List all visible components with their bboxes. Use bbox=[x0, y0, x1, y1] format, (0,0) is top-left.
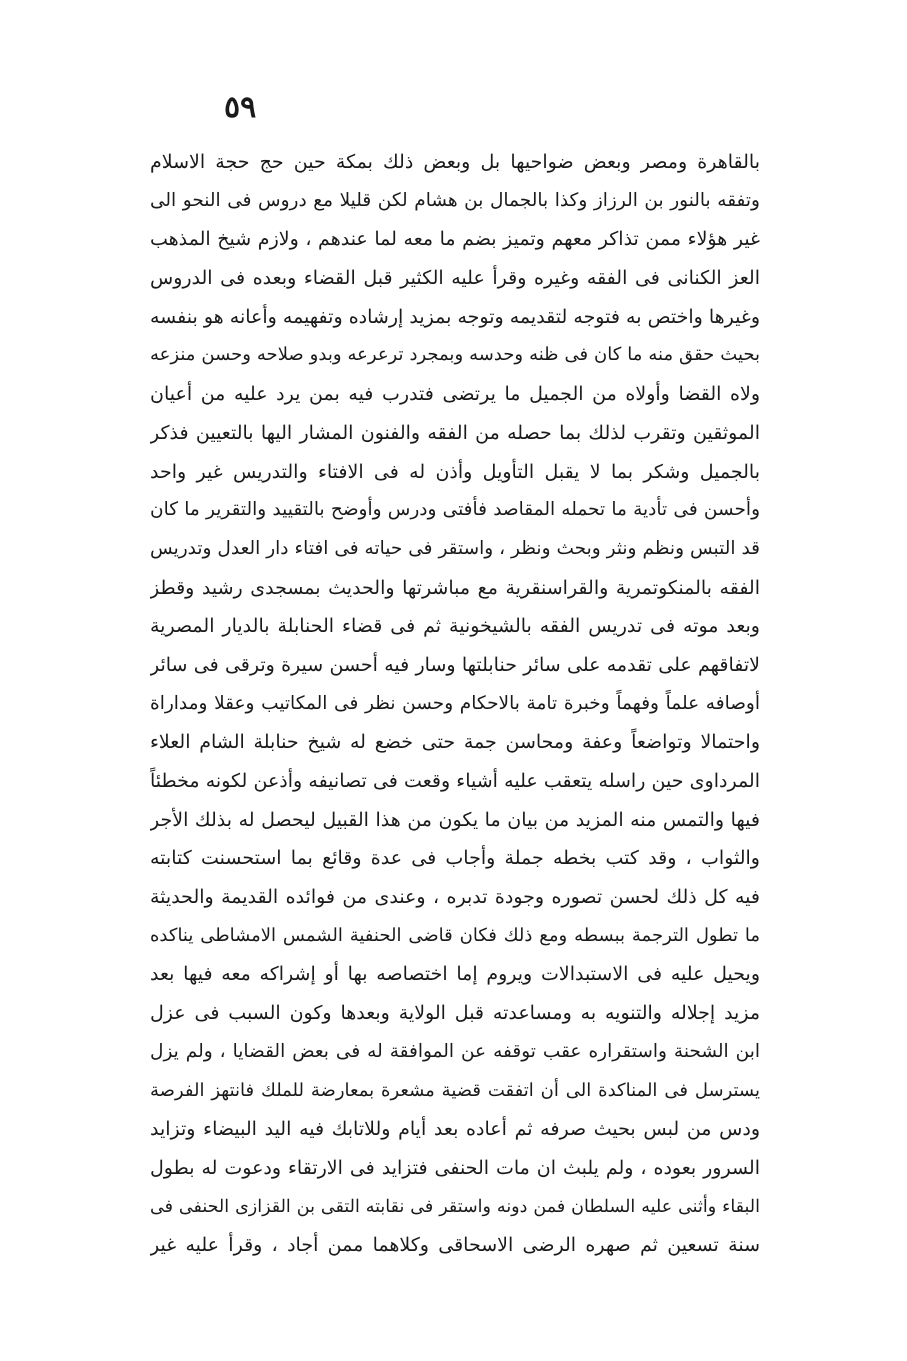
text-line: وغيرها واختص به فتوجه لتقديمه وتوجه بمزيد إرشاده وتفهيمه وأعانه هو بنفسه bbox=[150, 305, 760, 328]
text-line: فيه كل ذلك لحسن تصوره وجودة تدبره ، وعندى من فوائده القديمة والحديثة bbox=[150, 886, 760, 909]
text-line: بالجميل وشكر بما لا يقبل التأويل وأذن له فى الافتاء والتدريس غير واحد bbox=[150, 460, 760, 483]
text-line: مزيد إجلاله والتنويه به ومساعدته قبل الولاية وبعدها وكون السبب فى عزل bbox=[150, 1002, 760, 1025]
text-line: السرور بعوده ، ولم يلبث ان مات الحنفى فتزايد فى الارتقاء ودعوت له بطول bbox=[150, 1156, 760, 1179]
text-line: المرداوى حين راسله يتعقب عليه أشياء وقعت فى تصانيفه وأذعن لكونه مخطئاً bbox=[150, 770, 760, 792]
text-line: فيها والتمس منه المزيد من بيان ما يكون من هذا القبيل ليحصل له بذلك الأجر bbox=[150, 808, 760, 831]
text-line: وأحسن فى تأدية ما تحمله المقاصد فأفتى ودرس وأوضح بالتقييد والتقرير ما كان bbox=[150, 499, 760, 521]
text-line: ولاه القضا وأولاه من الجميل ما يرتضى فتدرب فيه بمن يرد عليه من أعيان bbox=[150, 383, 760, 406]
text-line: وبعد موته فى تدريس الفقه بالشيخونية ثم فى قضاء الحنابلة بالديار المصرية bbox=[150, 615, 760, 638]
text-line: العز الكنانى فى الفقه وغيره وقرأ عليه الكثير قبل القضاء وبعده فى الدروس bbox=[150, 267, 760, 290]
page-number: ٥٩ bbox=[224, 90, 257, 125]
text-line: يسترسل فى المناكدة الى أن اتفقت قضية مشعرة بمعارضة للملك فانتهز الفرصة bbox=[150, 1079, 760, 1101]
text-line: أوصافه علماً وفهماً وخبرة تامة بالاحكام وحسن نظر فى المكاتيب وعقلا ومداراة bbox=[150, 692, 760, 714]
text-line: وتفقه بالنور بن الرزاز وكذا بالجمال بن هشام لكن قليلا مع دروس فى النحو الى bbox=[150, 189, 760, 211]
text-line: البقاء وأثنى عليه السلطان فمن دونه واستقر فى نقابته التقى بن القزازى الحنفى فى bbox=[150, 1196, 760, 1217]
text-line: واحتمالا وتواضعاً وعفة ومحاسن جمة حتى خضع له شيخ حنابلة الشام العلاء bbox=[150, 731, 760, 754]
body-text bbox=[150, 143, 760, 1265]
text-line: غير هؤلاء ممن تذاكر معهم وتميز بضم ما معه لما عندهم ، ولازم شيخ المذهب bbox=[150, 228, 760, 251]
text-line: الموثقين وتقرب لذلك بما حصله من الفقه والفنون المشار اليها بالتعيين فذكر bbox=[150, 421, 760, 444]
text-line: بالقاهرة ومصر وبعض ضواحيها بل وبعض ذلك بمكة حين حج حجة الاسلام bbox=[150, 151, 760, 173]
text-line: ويحيل عليه فى الاستبدالات ويروم إما اختصاصه بها أو إشراكه معه فيها بعد bbox=[150, 963, 760, 986]
text-line: قد التبس ونظم ونثر وبحث ونظر ، واستقر فى حياته فى افتاء دار العدل وتدريس bbox=[150, 537, 760, 559]
text-line: ما تطول الترجمة ببسطه ومع ذلك فكان قاضى الحنفية الشمس الامشاطى يناكده bbox=[150, 924, 760, 946]
text-line: الفقه بالمنكوتمرية والقراسنقرية مع مباشرتها والحديث بمسجدى رشيد وقطز bbox=[150, 576, 760, 599]
text-line: والثواب ، وقد كتب بخطه جملة وأجاب فى عدة وقائع بما استحسنت كتابته bbox=[150, 847, 760, 870]
text-line: لاتفاقهم على تقدمه على سائر حنابلتها وسار فيه أحسن سيرة وترقى فى سائر bbox=[150, 653, 760, 676]
text-line: ابن الشحنة واستقراره عقب توقفه عن الموافقة له فى بعض القضايا ، ولم يزل bbox=[150, 1040, 760, 1062]
text-line: بحيث حقق منه ما كان فى ظنه وحدسه وبمجرد ترعرعه وبدو صلاحه وحسن منزعه bbox=[150, 344, 760, 366]
text-line: ودس من لبس بحيث صرفه ثم أعاده بعد أيام وللاتابك فيه اليد البيضاء وتزايد bbox=[150, 1118, 760, 1141]
text-line: سنة تسعين ثم صهره الرضى الاسحاقى وكلاهما ممن أجاد ، وقرأ عليه غير bbox=[150, 1234, 760, 1257]
